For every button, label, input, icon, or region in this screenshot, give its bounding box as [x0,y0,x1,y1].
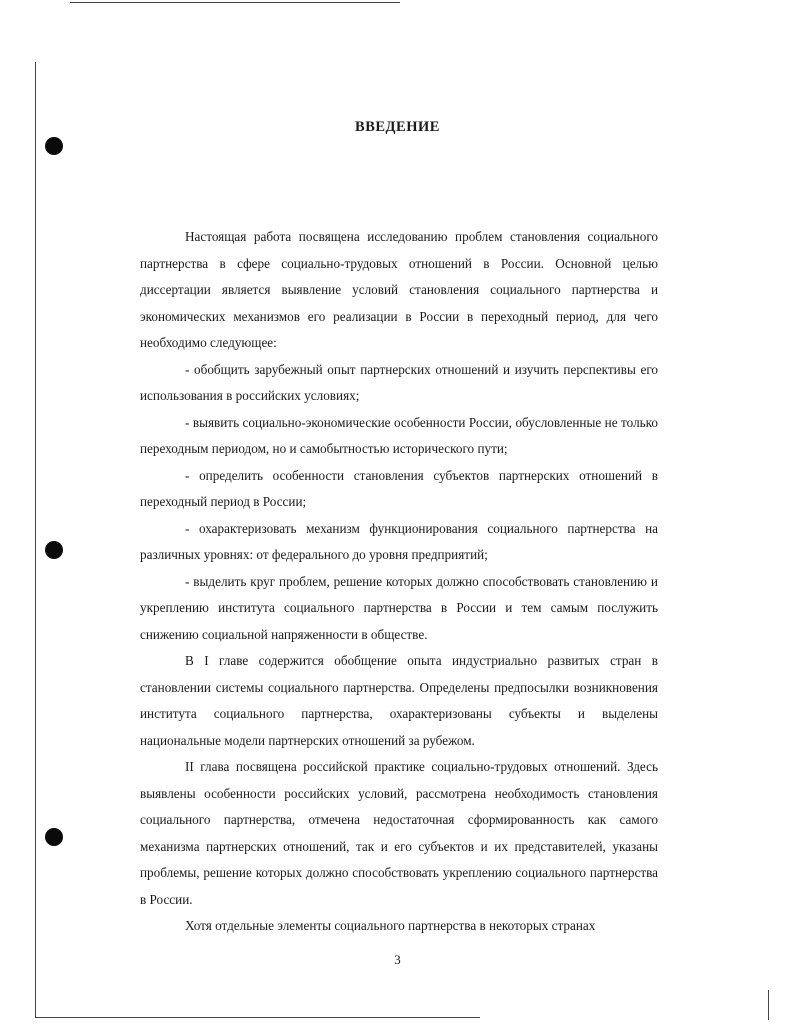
paragraph-intro: Настоящая работа посвящена исследованию проблем становления социального партнерства в сфере социально-трудовых отношений в России. Основной целью диссертации является выявление условий становления социального партнерства и экономических механизмов его реализации в России в переходный период, для чего необходимо следующее: [140,229,658,350]
paragraph-task-4: - охарактеризовать механизм функционирования социального партнерства на различных уровнях: от федерального до уровня предприятий; [140,520,658,562]
paragraph-chapter-2: II глава посвящена российской практике социально-трудовых отношений. Здесь выявлены особенности российских условий, рассмотрена необходимость становления социального партнерства, отмечена недостаточная сформированность как самого механизма партнерских отношений, так и его субъектов и их представителей, указаны проблемы, решение которых должно способствовать укреплению социального партнерства в России. [140,759,658,907]
page-title: ВВЕДЕНИЕ [355,119,440,135]
punch-hole-middle [45,541,63,559]
punch-hole-bottom [45,828,63,846]
paragraph-task-2: - выявить социально-экономические особенности России, обусловленные не только переходным периодом, но и самобытностью исторического пути; [140,414,658,456]
paragraph-task-1: - обобщить зарубежный опыт партнерских отношений и изучить перспективы его использования в российских условиях; [140,361,658,403]
paragraph-task-5: - выделить круг проблем, решение которых должно способствовать становлению и укреплению института социального партнерства в России и тем самым послужить снижению социальной напряженности в обществе. [140,573,658,642]
paragraph-continuation: Хотя отдельные элементы социального партнерства в некоторых странах [185,918,596,933]
page-number: 3 [394,952,401,967]
body-text [140,224,658,940]
scan-edge-top [70,2,400,3]
scan-edge-left [35,62,36,1017]
scan-edge-right [768,990,769,1020]
paragraph-chapter-1: В I главе содержится обобщение опыта индустриально развитых стран в становлении системы социального партнерства. Определены предпосылки возникновения института социального партнерства, охарактеризованы субъекты и выделены национальные модели партнерских отношений за рубежом. [140,653,658,748]
scan-edge-bottom [35,1017,480,1018]
punch-hole-top [45,137,63,155]
paragraph-task-3: - определить особенности становления субъектов партнерских отношений в переходный период в России; [140,467,658,509]
